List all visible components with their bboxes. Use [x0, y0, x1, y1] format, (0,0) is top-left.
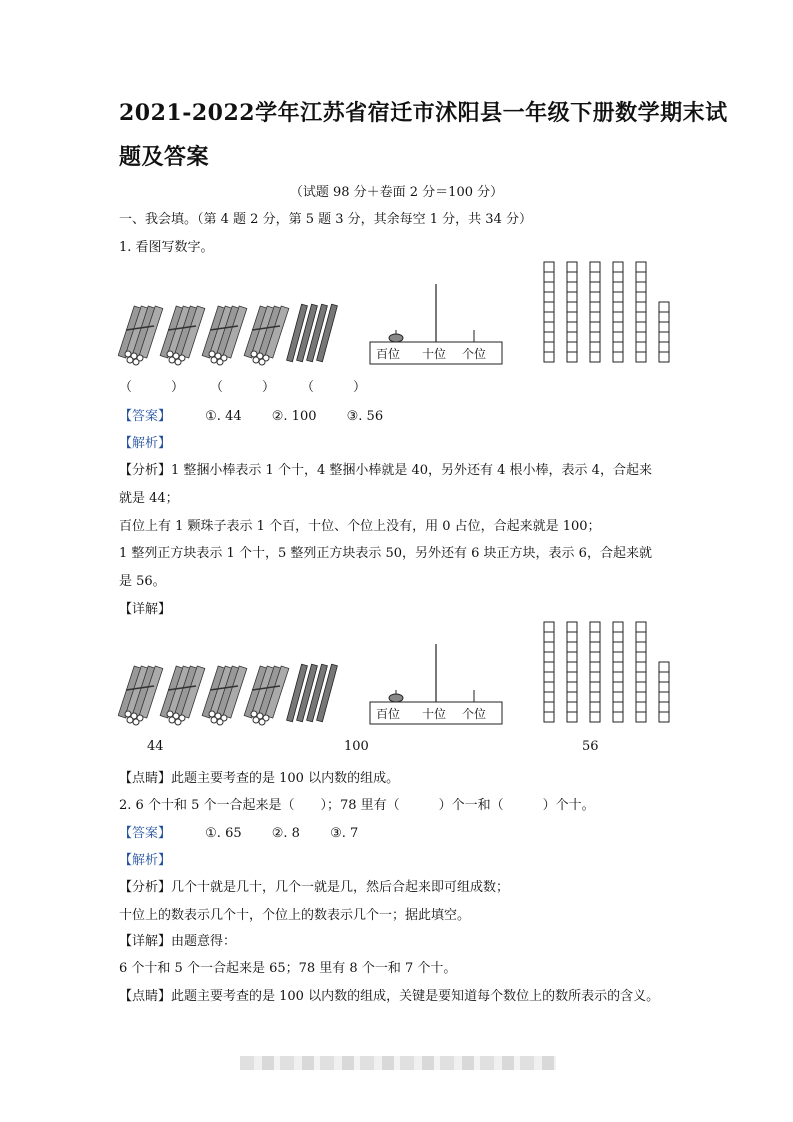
section-heading: 一、我会填。（第 4 题 2 分，第 5 题 3 分，其余每空 1 分，共 34 分） — [119, 212, 532, 227]
q1-analysis-2: 百位上有 1 颗珠子表示 1 个百，十位、个位上没有，用 0 占位，合起来就是 100； — [119, 519, 601, 534]
page-title: 2021-2022学年江苏省宿迁市沭阳县一年级下册数学期末试 — [119, 100, 728, 126]
q2-analysis-1: 【分析】几个十就是几十，几个一就是几，然后合起来即可组成数； — [119, 880, 510, 895]
blank-3[interactable]: （ ） — [301, 380, 367, 395]
abacus-label-tens-d: 十位 — [422, 707, 447, 721]
score-subtitle: （试题 98 分＋卷面 2 分＝100 分） — [289, 185, 504, 200]
q2-analysis-2: 十位上的数表示几个十，个位上的数表示几个一；据此填空。 — [119, 908, 471, 923]
square-columns-figure-detail — [542, 620, 672, 726]
abacus-label-ones-d: 个位 — [462, 707, 487, 721]
q1-blanks — [119, 376, 392, 395]
blank-1[interactable]: （ ） — [119, 380, 185, 395]
abacus-label-hundreds: 百位 — [376, 347, 401, 361]
q2-answer-1: ①. 65 — [205, 826, 242, 841]
q2-answer-3: ③. 7 — [330, 826, 359, 841]
q2-answer-line — [119, 822, 358, 841]
abacus-label-tens: 十位 — [422, 347, 447, 361]
figure-value-56: 56 — [582, 739, 599, 754]
q1-detail-tag: 【详解】 — [119, 602, 172, 617]
q1-analysis-3: 1 整列正方块表示 1 个十，5 整列正方块表示 50，另外还有 6 块正方块，表示 6，合起来就 — [119, 546, 652, 561]
q2-answer-tag: 【答案】 — [119, 826, 172, 841]
q2-stem: 2. 6 个十和 5 个一合起来是（ ）；78 里有（ ）个一和（ ）个十。 — [119, 798, 595, 813]
q1-analysis-1b: 就是 44； — [119, 491, 179, 506]
answer-tag: 【答案】 — [119, 409, 172, 424]
figure-value-100: 100 — [344, 739, 369, 754]
stick-bundles-figure-detail — [118, 658, 338, 730]
q2-detail: 【详解】由题意得： — [119, 934, 237, 949]
q2-detail-2: 6 个十和 5 个一合起来是 65；78 里有 8 个一和 7 个十。 — [119, 961, 457, 976]
analysis-tag: 【解析】 — [119, 436, 172, 451]
abacus-label-hundreds-d: 百位 — [376, 707, 401, 721]
stick-bundles-figure — [118, 298, 338, 370]
square-columns-figure — [542, 260, 672, 366]
answer-3: ③. 56 — [346, 409, 384, 424]
page-title-cont: 题及答案 — [119, 144, 210, 170]
q2-answer-2: ②. 8 — [271, 826, 300, 841]
q1-stem: 1. 看图写数字。 — [119, 240, 214, 255]
q2-analysis-tag: 【解析】 — [119, 853, 172, 868]
figure-value-44: 44 — [147, 739, 164, 754]
blank-2[interactable]: （ ） — [210, 380, 276, 395]
q1-analysis-1: 【分析】1 整捆小棒表示 1 个十，4 整捆小棒就是 40，另外还有 4 根小棒，表示 4，合起来 — [119, 463, 652, 478]
q1-answer-line — [119, 405, 383, 424]
answer-2: ②. 100 — [271, 409, 317, 424]
q2-remark: 【点睛】此题主要考查的是 100 以内数的组成，关键是要知道每个数位上的数所表示的含义。 — [119, 989, 660, 1004]
q1-analysis-3b: 是 56。 — [119, 574, 166, 589]
footer-watermark — [240, 1056, 556, 1070]
abacus-label-ones: 个位 — [462, 347, 487, 361]
answer-1: ①. 44 — [205, 409, 242, 424]
q1-remark: 【点睛】此题主要考查的是 100 以内数的组成。 — [119, 771, 400, 786]
